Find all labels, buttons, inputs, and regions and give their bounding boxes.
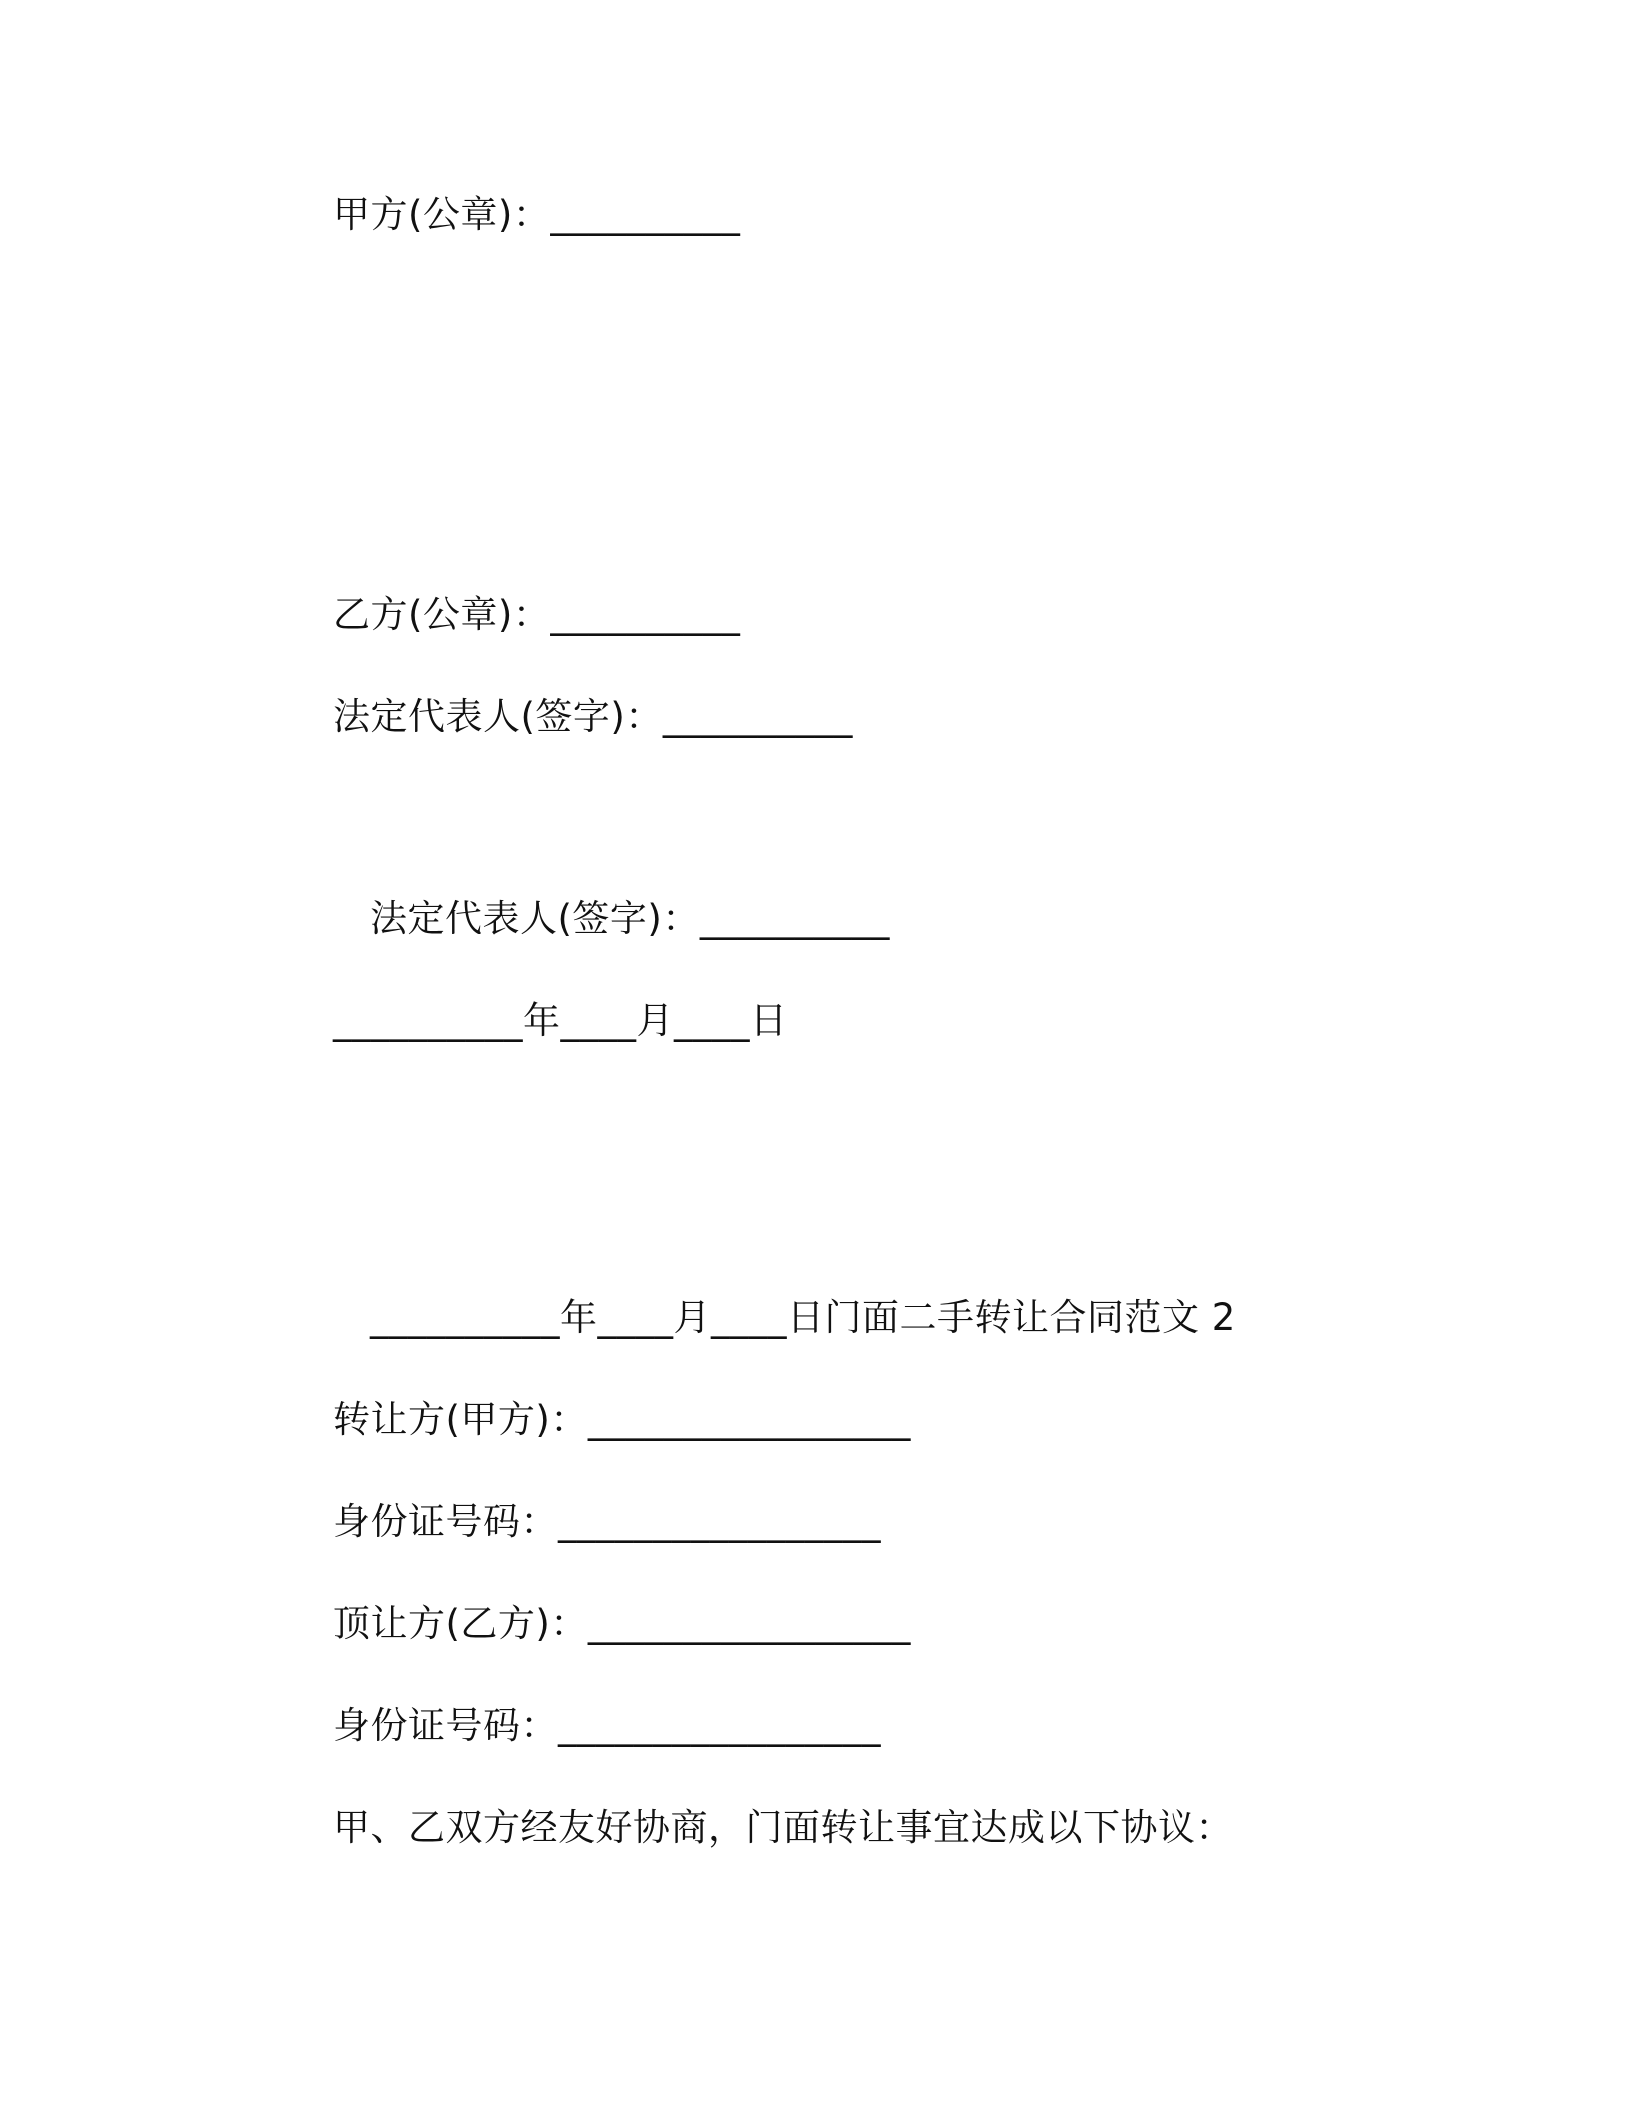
legal-representative-signature-line: 法定代表人(签字)：__________ (370, 897, 890, 940)
transferee-id-line: 身份证号码：_________________ (333, 1704, 881, 1747)
contract-heading: __________年____月____日门面二手转让合同范文 2 (370, 1296, 1236, 1339)
transferor-line: 转让方(甲方)：_________________ (333, 1398, 911, 1441)
date-line: __________年____月____日 (333, 999, 788, 1042)
transferee-line: 顶让方(乙方)：_________________ (333, 1602, 911, 1645)
legal-representative-signature-line: 法定代表人(签字)：__________ (333, 695, 853, 738)
transferor-id-line: 身份证号码：_________________ (333, 1500, 881, 1543)
party-b-seal-line: 乙方(公章)：__________ (333, 593, 741, 636)
party-a-seal-line: 甲方(公章)：__________ (333, 193, 741, 236)
agreement-intro-paragraph: 甲、乙双方经友好协商，门面转让事宜达成以下协议： (333, 1806, 1233, 1849)
